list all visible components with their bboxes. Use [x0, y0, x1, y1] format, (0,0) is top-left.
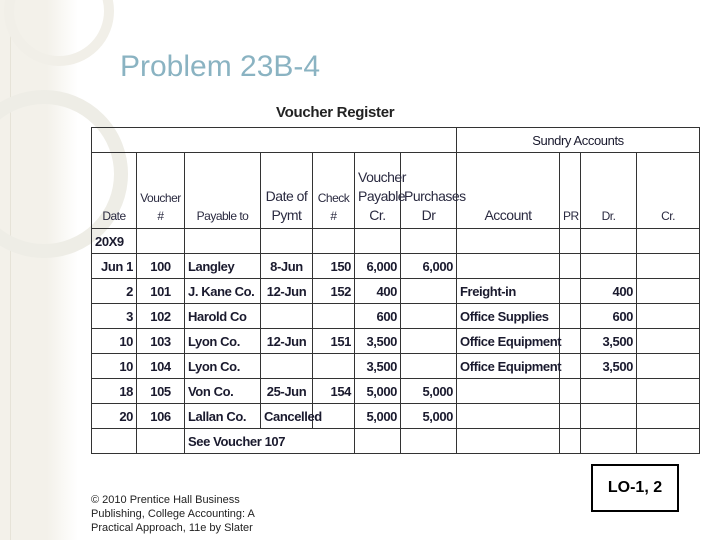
cell-pr [560, 304, 581, 329]
cell-dr: 3,500 [581, 329, 637, 354]
cell-date: 2 [92, 279, 137, 304]
cell-payable-to: J. Kane Co. [185, 279, 261, 304]
col-voucher-no: Voucher # [137, 153, 185, 229]
cell-account: Office Supplies [457, 304, 560, 329]
cell-vp-cr: 400 [355, 279, 401, 304]
cell-purch-dr [401, 304, 457, 329]
decorative-ring [4, 0, 114, 66]
col-cr: Cr. [637, 153, 700, 229]
see-voucher-note: See Voucher 107 [185, 429, 355, 454]
cell-vp-cr: 6,000 [355, 254, 401, 279]
slide-title: Problem 23B-4 [120, 50, 321, 83]
sundry-header-row [92, 128, 700, 153]
cell-date: 10 [92, 329, 137, 354]
cell-pymt-date: 25-Jun [261, 379, 313, 404]
column-header-row [92, 153, 700, 229]
col-date: Date [92, 153, 137, 229]
cell-payable-to: Lyon Co. [185, 354, 261, 379]
cell-vp-cr: 5,000 [355, 379, 401, 404]
cell-pr [560, 354, 581, 379]
cell-pr [560, 254, 581, 279]
cell-cr [637, 379, 700, 404]
cell-purch-dr [401, 329, 457, 354]
cell-check: 152 [313, 279, 355, 304]
col-check-no: Check # [313, 153, 355, 229]
cell-voucher: 104 [137, 354, 185, 379]
cell-account: Office Equipment [457, 354, 560, 379]
cell-voucher: 100 [137, 254, 185, 279]
cell-dr [581, 254, 637, 279]
cell-voucher: 101 [137, 279, 185, 304]
cell-check: 154 [313, 379, 355, 404]
cell-voucher: 106 [137, 404, 185, 429]
cell-dr: 600 [581, 304, 637, 329]
cell-cr [637, 254, 700, 279]
cell-payable-to: Lallan Co. [185, 404, 261, 429]
cell-account: Office Equipment [457, 329, 560, 354]
year-label: 20X9 [92, 229, 137, 254]
col-account: Account [457, 153, 560, 229]
cell-dr: 400 [581, 279, 637, 304]
cell-payable-to: Von Co. [185, 379, 261, 404]
cell-account: Freight-in [457, 279, 560, 304]
cell-pymt-date: Cancelled [261, 404, 313, 429]
cell-check: 150 [313, 254, 355, 279]
cell-cr [637, 304, 700, 329]
cell-check [313, 354, 355, 379]
year-row [92, 229, 700, 254]
cell-cr [637, 354, 700, 379]
cell-date: 18 [92, 379, 137, 404]
voucher-register-table [91, 127, 700, 454]
cell-purch-dr [401, 279, 457, 304]
table-row [92, 279, 700, 304]
table-row [92, 254, 700, 279]
decorative-line [10, 0, 11, 540]
learning-objective-badge: LO-1, 2 [591, 464, 679, 512]
cell-pr [560, 379, 581, 404]
cell-payable-to: Lyon Co. [185, 329, 261, 354]
sundry-accounts-header: Sundry Accounts [457, 128, 700, 153]
cell-voucher: 103 [137, 329, 185, 354]
cell-dr: 3,500 [581, 354, 637, 379]
cell-voucher: 102 [137, 304, 185, 329]
cell-cr [637, 329, 700, 354]
cell-payable-to: Harold Co [185, 304, 261, 329]
cell-pymt-date: 12-Jun [261, 279, 313, 304]
cell-vp-cr: 600 [355, 304, 401, 329]
col-purchases-dr: Purchases Dr [401, 153, 457, 229]
cell-cr [637, 404, 700, 429]
cell-date: 10 [92, 354, 137, 379]
cell-purch-dr: 6,000 [401, 254, 457, 279]
cell-check: 151 [313, 329, 355, 354]
table-row [92, 429, 700, 454]
decorative-line [58, 0, 59, 540]
table-row [92, 379, 700, 404]
col-payable-to: Payable to [185, 153, 261, 229]
register-title: Voucher Register [276, 104, 395, 121]
cell-date: 20 [92, 404, 137, 429]
cell-purch-dr [401, 354, 457, 379]
cell-vp-cr: 3,500 [355, 329, 401, 354]
col-date-of-pymt: Date of Pymt [261, 153, 313, 229]
cell-pr [560, 404, 581, 429]
cell-date: 3 [92, 304, 137, 329]
table-row [92, 404, 700, 429]
cell-date: Jun 1 [92, 254, 137, 279]
col-dr: Dr. [581, 153, 637, 229]
copyright-note: © 2010 Prentice Hall Business Publishing, College Accounting: A Practical Approach, 11e by Slater [91, 494, 255, 534]
cell-cr [637, 279, 700, 304]
cell-check [313, 304, 355, 329]
decorative-left-strip [0, 0, 78, 540]
col-pr: PR [560, 153, 581, 229]
cell-pymt-date [261, 304, 313, 329]
cell-dr [581, 379, 637, 404]
cell-pr [560, 329, 581, 354]
cell-account [457, 404, 560, 429]
table-row [92, 329, 700, 354]
cell-pymt-date: 8-Jun [261, 254, 313, 279]
cell-vp-cr: 5,000 [355, 404, 401, 429]
col-voucher-payable-cr: Voucher Payable Cr. [355, 153, 401, 229]
cell-account [457, 379, 560, 404]
cell-pymt-date [261, 354, 313, 379]
table-row [92, 354, 700, 379]
cell-pr [560, 279, 581, 304]
cell-payable-to: Langley [185, 254, 261, 279]
table-row [92, 304, 700, 329]
cell-voucher: 105 [137, 379, 185, 404]
cell-account [457, 254, 560, 279]
cell-vp-cr: 3,500 [355, 354, 401, 379]
cell-purch-dr: 5,000 [401, 379, 457, 404]
cell-pymt-date: 12-Jun [261, 329, 313, 354]
cell-dr [581, 404, 637, 429]
cell-purch-dr: 5,000 [401, 404, 457, 429]
